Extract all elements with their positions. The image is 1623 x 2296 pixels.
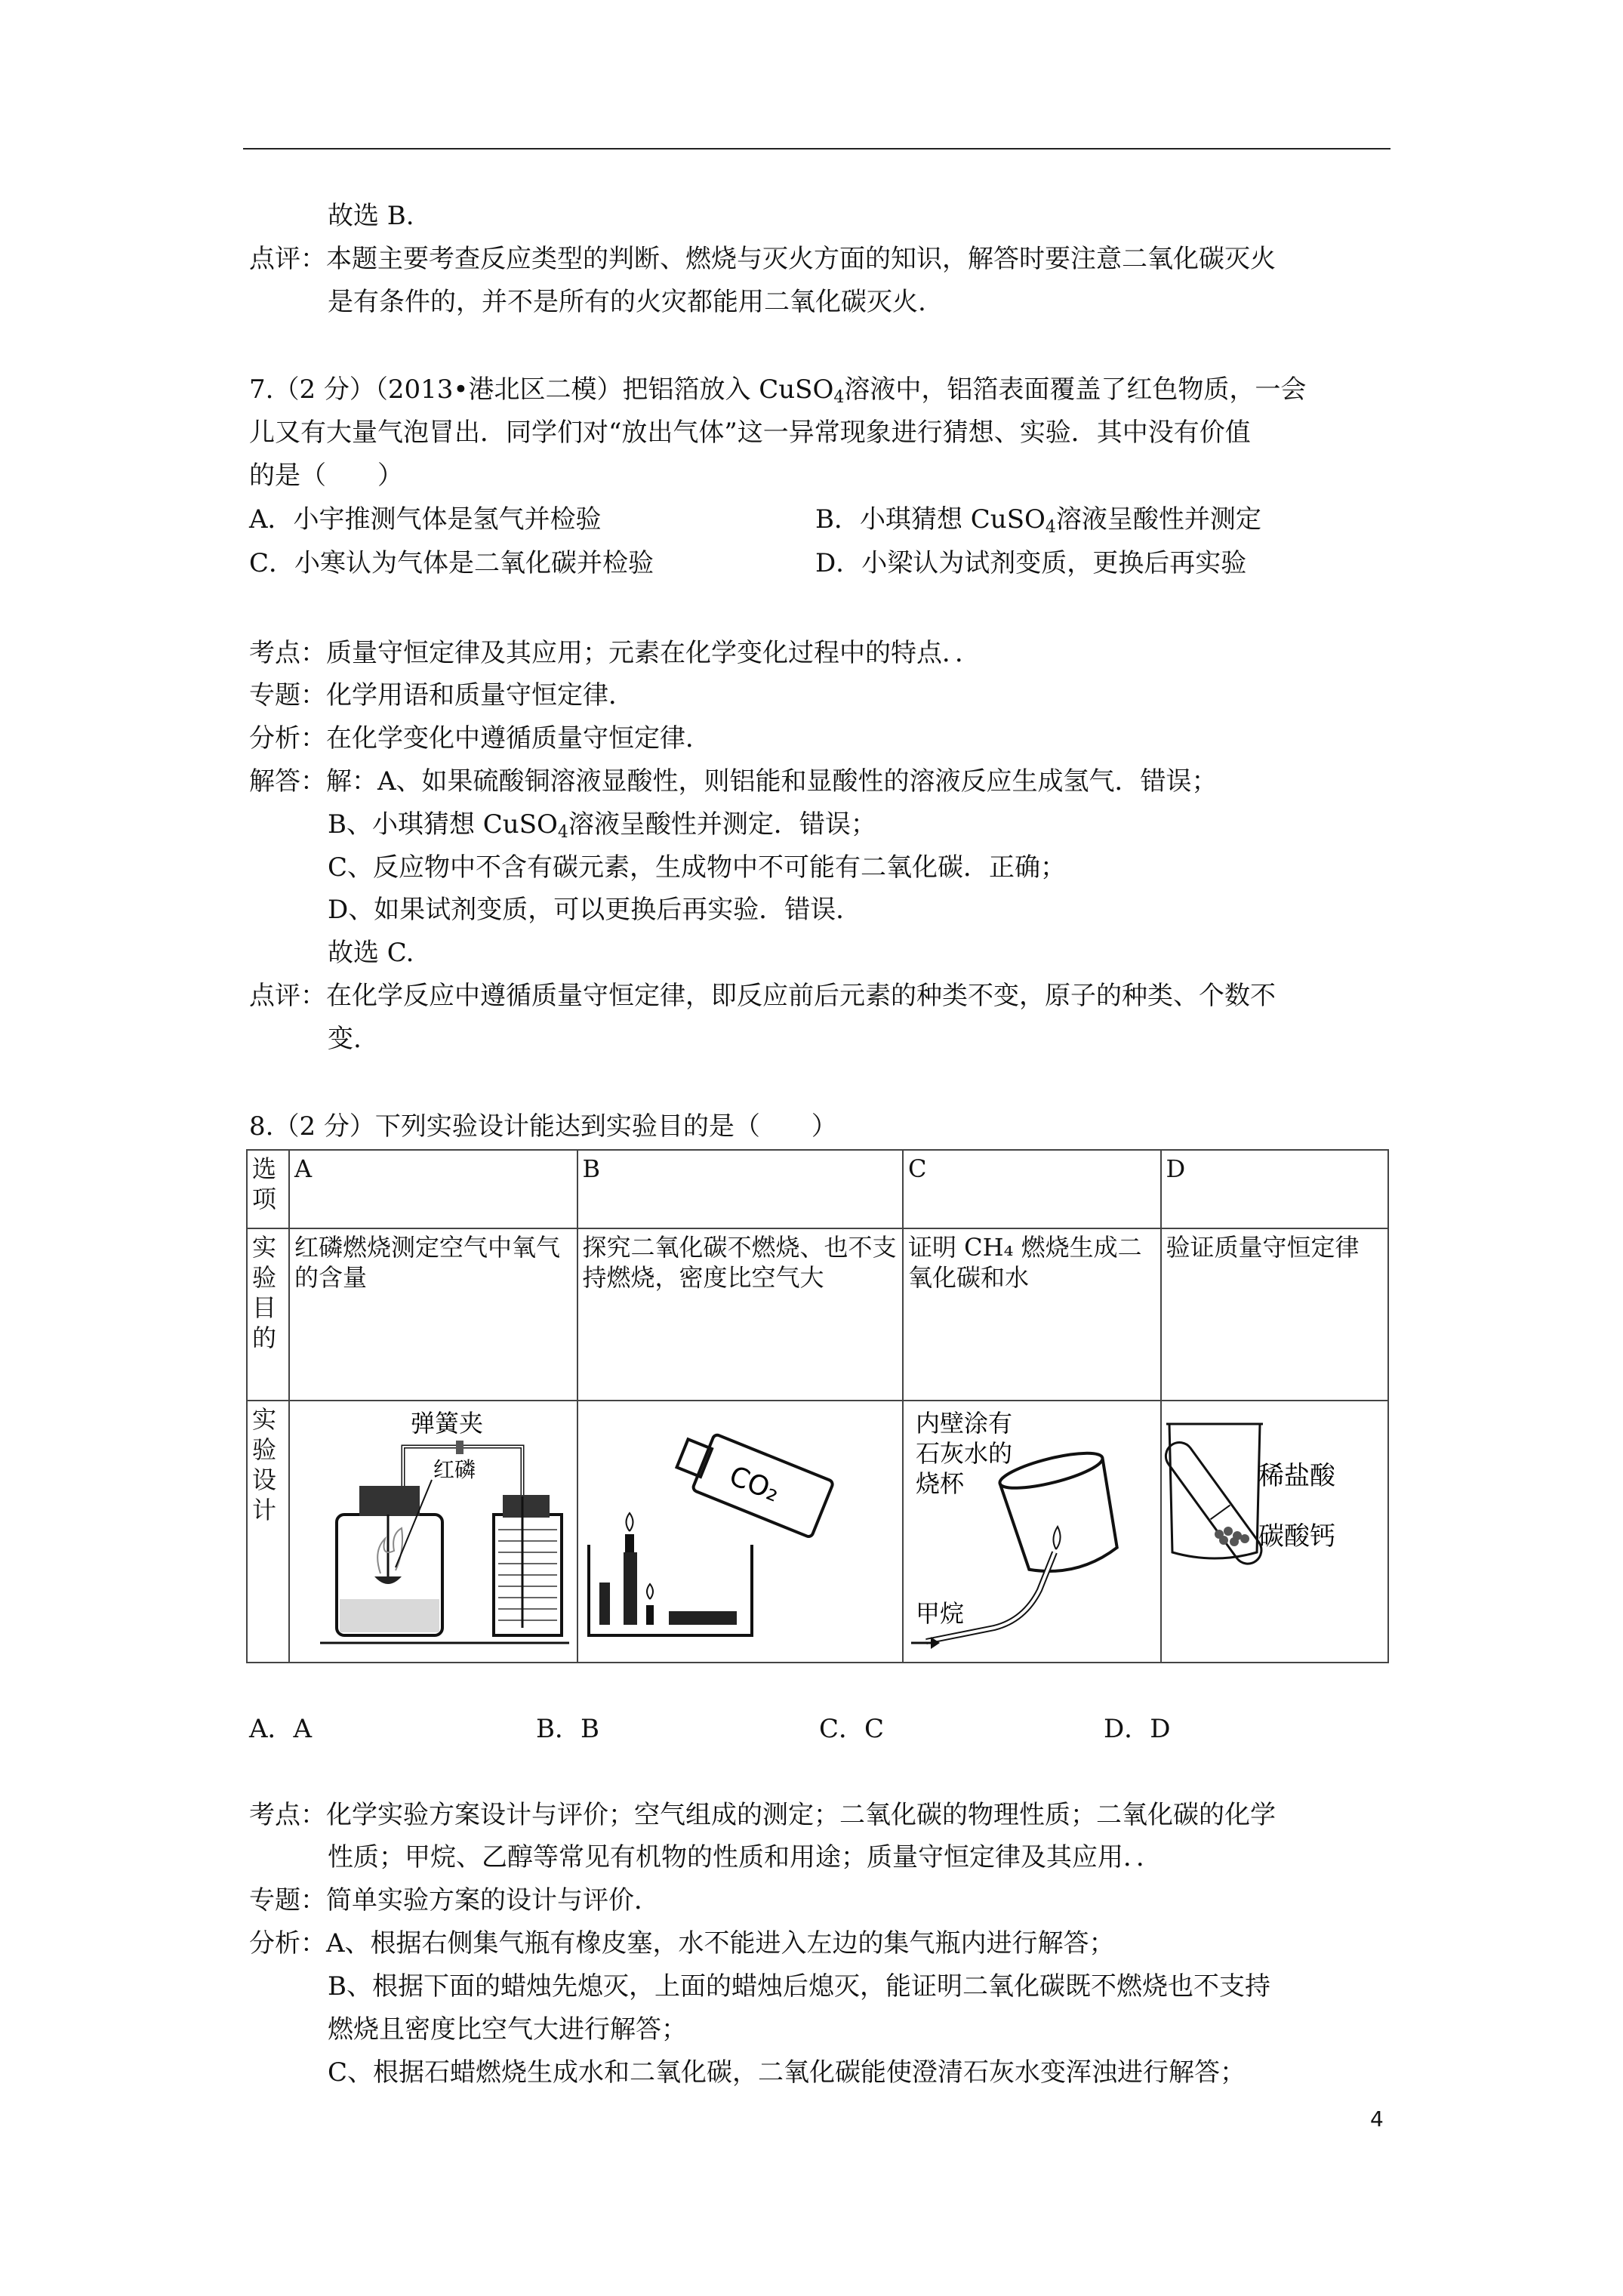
q8-stem: 8.（2 分）下列实验设计能达到实验目的是（ ）	[249, 1111, 837, 1142]
label-inner-wall: 内壁涂有	[916, 1409, 1013, 1438]
test-tube	[1162, 1437, 1267, 1569]
q7-zhuanti: 专题：化学用语和质量守恒定律．	[249, 680, 634, 710]
q8-fenxi-2: B、根据下面的蜡烛先熄灭，上面的蜡烛后熄灭，能证明二氧化碳既不燃烧也不支持	[328, 1971, 1270, 2002]
gas-tube-inner	[926, 1552, 1055, 1641]
candle-low	[646, 1605, 654, 1625]
q7-option-c: C．小寒认为气体是二氧化碳并检验	[249, 548, 654, 578]
label-dilute-hcl: 稀盐酸	[1258, 1461, 1335, 1491]
q8-answer-b: B．B	[536, 1714, 599, 1744]
goal-a: 红磷燃烧测定空气中氧气的含量	[289, 1228, 577, 1401]
q8-fenxi-3: 燃烧且密度比空气大进行解答；	[328, 2014, 687, 2045]
comment-label: 点评：	[249, 244, 326, 274]
q7-comment-line-2: 变.	[328, 1024, 362, 1054]
option-d-head: D	[1161, 1150, 1389, 1228]
q7-jieda-b-part-1: B、小琪猜想 CuSO	[328, 809, 558, 840]
q7-option-a: A．小宇推测气体是氢气并检验	[249, 504, 602, 535]
q8-kaodian-2: 性质；甲烷、乙醇等常见有机物的性质和用途；质量守恒定律及其应用．．	[328, 1842, 1162, 1872]
row-head-design	[247, 1401, 289, 1663]
q7-jieda-d: D、如果试剂变质，可以更换后再实验．错误．	[328, 895, 862, 925]
q7-kaodian: 考点：质量守恒定律及其应用；元素在化学变化过程中的特点．．	[249, 638, 981, 668]
q7-jieda: 解答：解：A、如果硫酸铜溶液显酸性，则铝能和显酸性的溶液反应生成氢气．错误；	[249, 766, 1218, 797]
option-b-head: B	[577, 1150, 904, 1228]
option-a-head: A	[289, 1150, 577, 1228]
label-beaker: 烧杯	[916, 1469, 965, 1498]
label-spring-clip: 弹簧夹	[411, 1409, 484, 1438]
row-head-goal	[247, 1228, 289, 1401]
red-phosphorus-apparatus-figure	[290, 1401, 575, 1655]
q7-comment-line-1: 点评：在化学反应中遵循质量守恒定律，即反应前后元素的种类不变，原子的种类、个数不	[249, 981, 1276, 1011]
candle-support-low	[599, 1583, 610, 1625]
label-methane: 甲烷	[916, 1599, 965, 1628]
q8-zhuanti: 专题：简单实验方案的设计与评价．	[249, 1885, 660, 1915]
inverted-beaker	[1000, 1458, 1127, 1581]
label-red-phosphorus: 红磷	[433, 1457, 476, 1482]
q7-jieda-c: C、反应物中不含有碳元素，生成物中不可能有二氧化碳．正确；	[328, 852, 1067, 883]
q8-fenxi-4: C、根据石蜡燃烧生成水和二氧化碳，二氧化碳能使澄清石灰水变浑浊进行解答；	[328, 2057, 1246, 2088]
left-stopper	[359, 1486, 420, 1516]
combustion-spoon	[374, 1576, 402, 1584]
q7-stem-part-a: 7.（2 分）（2013•港北区二模）把铝箔放入 CuSO	[249, 374, 834, 405]
q7-stem-line-3: 的是（ ）	[249, 461, 403, 491]
candle-support-high	[624, 1552, 637, 1625]
co2-candle-figure	[578, 1401, 901, 1655]
q7-option-d: D．小梁认为试剂变质，更换后再实验	[815, 548, 1247, 578]
table-row	[247, 1228, 1388, 1401]
goal-d: 验证质量守恒定律	[1161, 1228, 1389, 1401]
design-b	[577, 1401, 904, 1663]
methane-beaker-figure	[904, 1401, 1159, 1655]
q8-table	[246, 1149, 1389, 1663]
right-stopper	[503, 1495, 550, 1518]
beaker-rim	[997, 1446, 1106, 1495]
q7-option-b: B．小琪猜想 CuSO$_4$溶液呈酸性并测定	[815, 504, 1261, 537]
design-d	[1161, 1401, 1389, 1663]
design-c	[903, 1401, 1161, 1663]
q7-stem-line-1: 7.（2 分）（2013•港北区二模）把铝箔放入 CuSO$_4$溶液中，铝箔表面覆盖了红色物质，一会	[249, 374, 1307, 407]
q8-fenxi-1: 分析：A、根据右侧集气瓶有橡皮塞，水不能进入左边的集气瓶内进行解答；	[249, 1928, 1115, 1959]
q8-answer-a: A．A	[249, 1714, 313, 1744]
q8-answer-c: C．C	[819, 1714, 885, 1744]
q7-stem-line-2: 儿又有大量气泡冒出．同学们对“放出气体”这一异常现象进行猜想、实验．其中没有价值	[249, 418, 1251, 448]
option-c-head: C	[903, 1150, 1161, 1228]
q8-answer-d: D．D	[1104, 1714, 1171, 1744]
acid-level	[1210, 1505, 1230, 1520]
goal-c: 证明 CH₄ 燃烧生成二氧化碳和水	[903, 1228, 1161, 1401]
q7-jieda-b-part-2: 溶液呈酸性并测定．错误；	[568, 809, 876, 840]
flame-smoke	[377, 1528, 402, 1573]
row-head-text: 选项	[252, 1154, 277, 1213]
q7-option-b-part-1: B．小琪猜想 CuSO	[815, 504, 1046, 535]
label-limewater: 石灰水的	[916, 1439, 1013, 1468]
co2-bottle-neck	[676, 1439, 712, 1477]
table-row	[247, 1150, 1388, 1228]
left-water	[340, 1599, 439, 1632]
table-row	[247, 1401, 1388, 1663]
header-rule	[243, 148, 1390, 149]
candle-high	[625, 1534, 634, 1552]
prev-comment-line-1	[249, 244, 1276, 274]
prev-comment-line-2: 是有条件的，并不是所有的火灾都能用二氧化碳灭火.	[328, 287, 926, 317]
design-a	[289, 1401, 577, 1663]
q7-option-b-part-2: 溶液呈酸性并测定	[1055, 504, 1261, 535]
q7-jieda-b: B、小琪猜想 CuSO$_4$溶液呈酸性并测定．错误；	[328, 809, 876, 842]
row-head-options	[247, 1150, 289, 1228]
flame-low	[647, 1584, 653, 1599]
candle-base	[669, 1611, 737, 1625]
row-head-text: 实验目的	[252, 1233, 277, 1352]
comment-text: 本题主要考查反应类型的判断、燃烧与灭火方面的知识，解答时要注意二氧化碳灭火	[326, 244, 1276, 274]
prev-conclusion: 故选 B.	[328, 201, 414, 231]
flame-high	[626, 1513, 633, 1531]
row-head-text: 实验设计	[252, 1405, 277, 1524]
methane-flame	[1053, 1527, 1060, 1549]
q8-kaodian-1: 考点：化学实验方案设计与评价；空气组成的测定；二氧化碳的物理性质；二氧化碳的化学	[249, 1800, 1276, 1830]
label-co2: CO₂	[724, 1460, 784, 1509]
hydrochloric-acid-figure	[1162, 1401, 1387, 1655]
q7-fenxi: 分析：在化学变化中遵循质量守恒定律．	[249, 723, 711, 754]
spring-clip	[456, 1441, 463, 1454]
label-caco3: 碳酸钙	[1258, 1521, 1335, 1552]
q7-conclusion: 故选 C.	[328, 938, 414, 968]
goal-b: 探究二氧化碳不燃烧、也不支持燃烧，密度比空气大	[577, 1228, 904, 1401]
q7-stem-part-b: 溶液中，铝箔表面覆盖了红色物质，一会	[844, 374, 1307, 405]
page-number: 4	[1370, 2106, 1384, 2131]
